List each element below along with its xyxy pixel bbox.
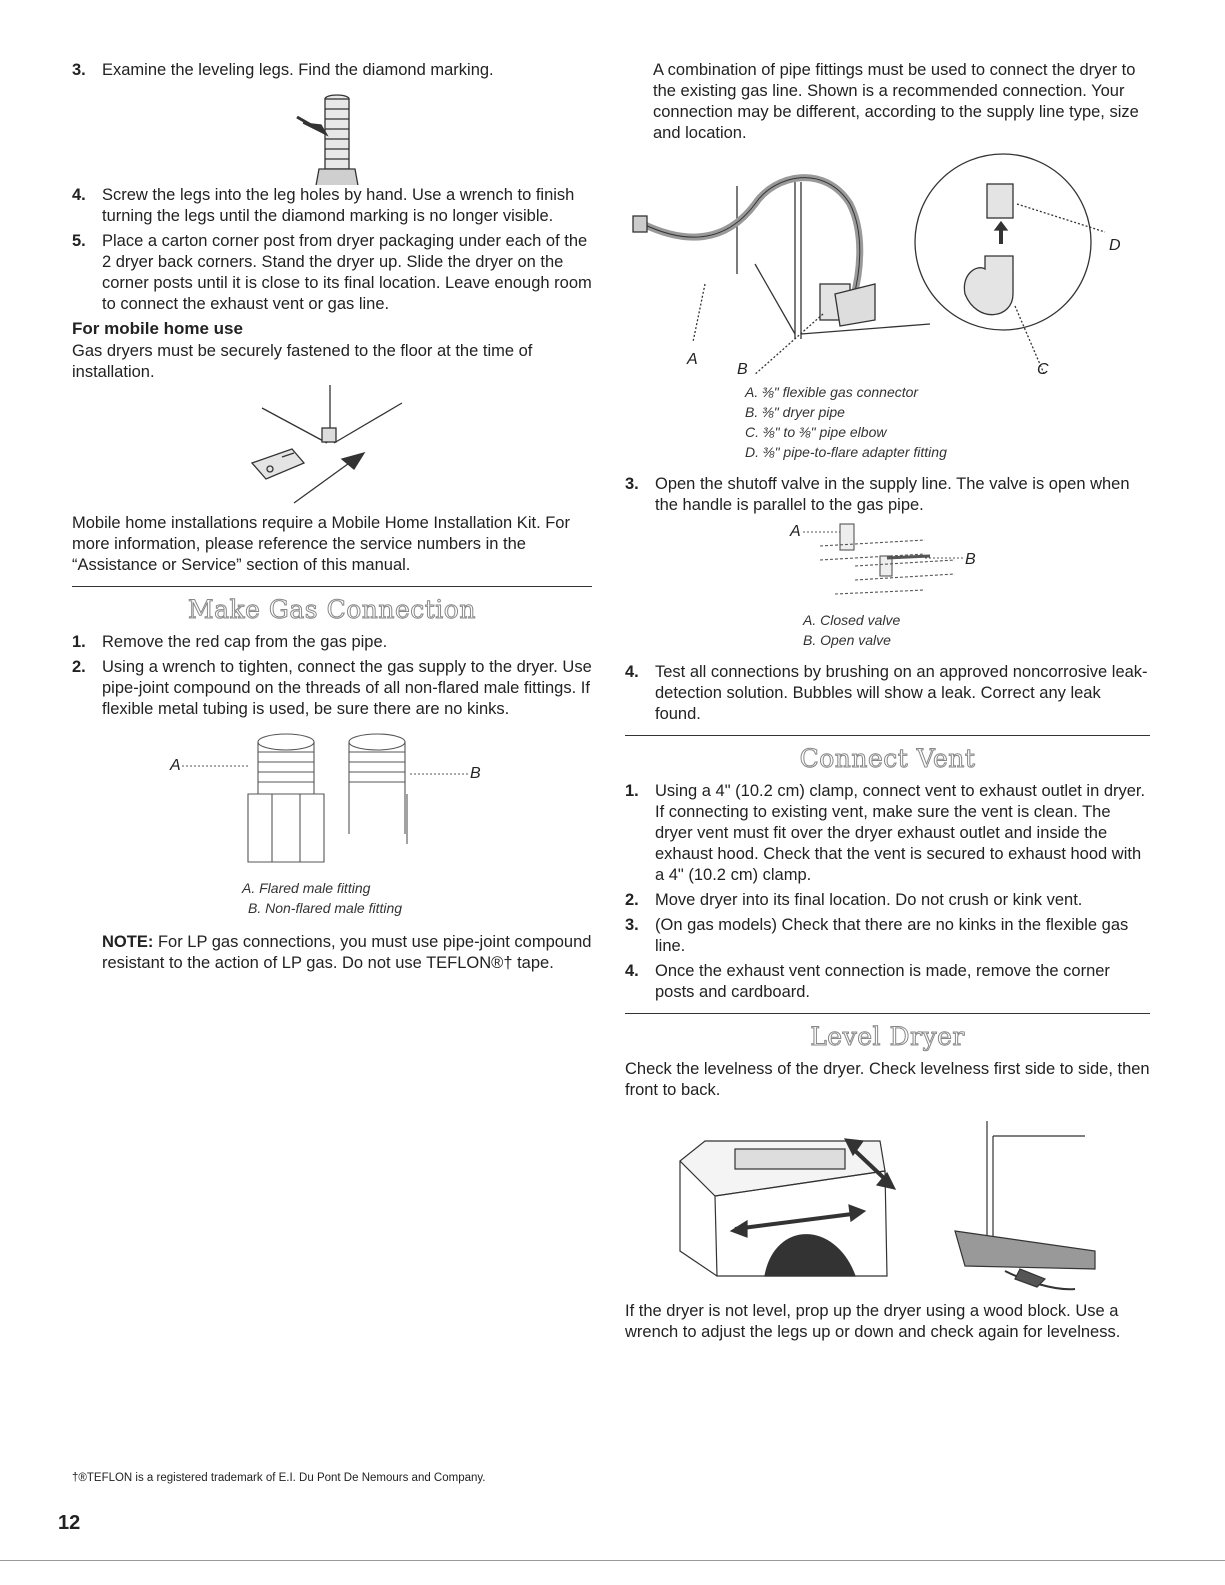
conn-label-a: A <box>687 351 698 368</box>
gas-connection-illustration <box>625 144 1150 374</box>
conn-label-d: D <box>1109 237 1121 254</box>
step-number: 1. <box>625 782 639 800</box>
step-screw-legs <box>72 185 592 227</box>
note-text: For LP gas connections, you must use pipe-joint compound resistant to the action of LP gas. Do not use TEFLON®† tape. <box>102 933 592 972</box>
conn-caption: D. ⅜" pipe-to-flare adapter fitting <box>745 444 947 460</box>
fitting-captions <box>72 878 592 918</box>
leveling-leg-illustration <box>72 85 592 185</box>
section-divider <box>625 735 1150 736</box>
step-text: Test all connections by brushing on an approved noncorrosive leak-detection solution. Bubbles will show a leak. Correct any leak found. <box>655 663 1148 723</box>
step-number: 2. <box>72 658 86 676</box>
fitting-caption-b: B. Non-flared male fitting <box>248 900 403 916</box>
conn-label-b: B <box>737 361 748 374</box>
step-number: 3. <box>72 61 86 79</box>
male-fittings-illustration <box>72 724 592 874</box>
step-number: 4. <box>625 962 639 980</box>
step-corner-posts <box>72 231 592 315</box>
step-text: Once the exhaust vent connection is made, remove the corner posts and cardboard. <box>655 962 1110 1001</box>
vent-step <box>625 915 1150 957</box>
step-text: Remove the red cap from the gas pipe. <box>102 633 388 651</box>
step-text: (On gas models) Check that there are no kinks in the flexible gas line. <box>655 916 1129 955</box>
bottom-divider <box>0 1560 1225 1561</box>
valve-caption: B. Open valve <box>803 632 891 648</box>
step-number: 4. <box>625 663 639 681</box>
valve-label-b: B <box>965 551 976 568</box>
pipe-fittings-intro: A combination of pipe fittings must be used to connect the dryer to the existing gas line. Shown is a recommended connection. Your connection may be different, according to the supply line type, size and location. <box>653 61 1139 142</box>
fitting-label-b: B <box>470 765 481 782</box>
step-test-connections <box>625 662 1150 725</box>
mobile-home-kit-text: Mobile home installations require a Mobile Home Installation Kit. For more information, please reference the service numbers in the “Assistance or Service” section of this manual. <box>72 514 570 574</box>
step-text: Using a 4" (10.2 cm) clamp, connect vent to exhaust outlet in dryer. If connecting to existing vent, make sure the vent is clean. The dryer vent must fit over the dryer exhaust outlet and inside the exhaust hood. Check that the vent is secured to exhaust hood with a 4" (10.2 cm) clamp. <box>655 782 1146 884</box>
conn-label-c: C <box>1037 361 1049 374</box>
step-number: 3. <box>625 475 639 493</box>
step-text: Examine the leveling legs. Find the diamond marking. <box>102 61 494 79</box>
valve-caption: A. Closed valve <box>803 612 901 628</box>
valve-label-a: A <box>790 523 801 540</box>
conn-caption: A. ⅜" flexible gas connector <box>745 384 919 400</box>
make-gas-connection-title: Make Gas Connection <box>188 595 476 624</box>
step-connect-gas <box>72 657 592 720</box>
fitting-label-a: A <box>170 757 181 774</box>
step-number: 4. <box>72 186 86 204</box>
level-dryer-illustration <box>625 1101 1150 1301</box>
step-number: 1. <box>72 633 86 651</box>
step-number: 2. <box>625 891 639 909</box>
note-label: NOTE: <box>102 933 154 951</box>
step-text: Screw the legs into the leg holes by hand. Use a wrench to finish turning the legs until the diamond marking is no longer visible. <box>102 186 575 225</box>
step-text: Move dryer into its final location. Do not crush or kink vent. <box>655 891 1083 909</box>
valve-illustration <box>625 520 1150 610</box>
step-text: Using a wrench to tighten, connect the gas supply to the dryer. Use pipe-joint compound on the threads of all non-flared male fittings. If flexible metal tubing is used, be sure there are no kinks. <box>102 658 592 718</box>
vent-step <box>625 781 1150 886</box>
level-dryer-title: Level Dryer <box>810 1022 965 1051</box>
fitting-caption-a: A. Flared male fitting <box>242 880 371 896</box>
vent-step <box>625 961 1150 1003</box>
section-divider <box>72 586 592 587</box>
step-text: Open the shutoff valve in the supply line. The valve is open when the handle is parallel to the gas pipe. <box>655 475 1130 514</box>
step-open-valve <box>625 474 1150 516</box>
connection-captions <box>625 382 1150 462</box>
step-number: 3. <box>625 916 639 934</box>
conn-caption: C. ⅜" to ⅜" pipe elbow <box>745 424 887 440</box>
valve-captions <box>625 610 1150 650</box>
level-adjust-text: If the dryer is not level, prop up the dryer using a wood block. Use a wrench to adjust the legs up or down and check again for levelness. <box>625 1302 1121 1341</box>
teflon-footnote: †®TEFLON is a registered trademark of E.I. Du Pont De Nemours and Company. <box>72 1472 486 1484</box>
page-number: 12 <box>58 1512 81 1534</box>
conn-caption: B. ⅜" dryer pipe <box>745 404 845 420</box>
step-text: Place a carton corner post from dryer packaging under each of the 2 dryer back corners. Stand the dryer up. Slide the dryer on the corner posts until it is close to its final location. Leave enough room to connect the exhaust vent or gas line. <box>102 232 592 313</box>
section-divider <box>625 1013 1150 1014</box>
right-column <box>625 60 1150 1343</box>
mobile-home-heading: For mobile home use <box>72 319 243 338</box>
step-remove-cap <box>72 632 592 653</box>
left-column <box>72 60 592 974</box>
connect-vent-title: Connect Vent <box>799 744 976 773</box>
lp-gas-note <box>72 932 592 974</box>
vent-step <box>625 890 1150 911</box>
level-intro-text: Check the levelness of the dryer. Check levelness first side to side, then front to back. <box>625 1060 1150 1099</box>
step-number: 5. <box>72 232 86 250</box>
mobile-home-text: Gas dryers must be securely fastened to the floor at the time of installation. <box>72 342 533 381</box>
mobile-home-bracket-illustration <box>72 383 592 513</box>
step-examine-legs <box>72 60 592 81</box>
